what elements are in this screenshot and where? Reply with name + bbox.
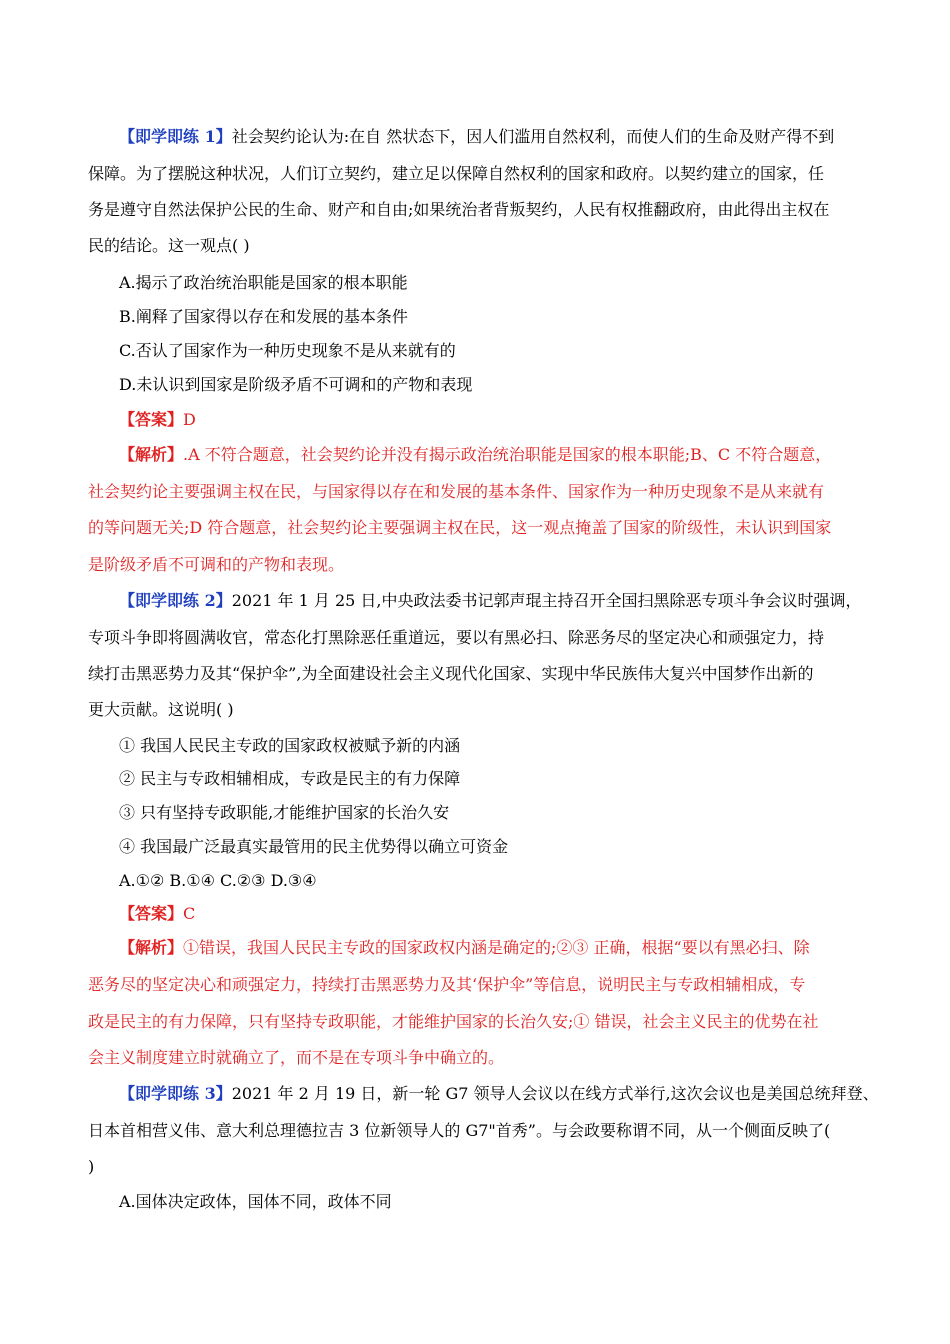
q2-answer: 【答案】C [119,904,196,923]
q1-answer: 【答案】D [119,410,196,429]
q2-answer-value: C [183,904,196,923]
q3-tag: 【即学即练 3】 [119,1084,232,1103]
q1-stem-line-3: 务是遵守自然法保护公民的生命、财产和自由;如果统治者背叛契约，人民有权推翻政府，由此得出主权在 [88,200,830,219]
q1-analysis-line-2: 社会契约论主要强调主权在民，与国家得以存在和发展的基本条件、国家作为一种历史现象不是从来就有 [88,482,825,501]
q2-item-4: ④ 我国最广泛最真实最管用的民主优势得以确立可资金 [119,837,509,856]
q2-tag: 【即学即练 2】 [119,591,232,610]
q1-stem-line-4: 民的结论。这一观点( ) [88,236,250,255]
q1-stem-line-1: 【即学即练 1】社会契约论认为:在自 然状态下，因人们滥用自然权利，而使人们的生命及财产得不到 [119,127,835,146]
q2-analysis-line-3: 政是民主的有力保障，只有坚持专政职能，才能维护国家的长治久安;① 错误，社会主义民主的优势在社 [88,1012,819,1031]
q1-option-d: D.未认识到国家是阶级矛盾不可调和的产物和表现 [119,375,473,394]
q2-stem-line-3: 续打击黑恶势力及其“保护伞”,为全面建设社会主义现代化国家、实现中华民族伟大复兴中国梦作出新的 [88,664,814,683]
q2-analysis-line-2: 恶务尽的坚定决心和顽强定力，持续打击黑恶势力及其‘保护伞”等信息，说明民主与专政相辅相成，专 [88,975,806,994]
q1-option-b: B.阐释了国家得以存在和发展的基本条件 [119,307,408,326]
q1-analysis-line-4: 是阶级矛盾不可调和的产物和表现。 [88,555,345,574]
q1-tag: 【即学即练 1】 [119,127,232,146]
q3-stem-line-3: ) [88,1157,95,1176]
q1-analysis-line-3: 的等问题无关;D 符合题意，社会契约论主要强调主权在民，这一观点掩盖了国家的阶级性，未认识到国家 [88,518,832,537]
q3-option-a: A.国体决定政体，国体不同，政体不同 [119,1192,392,1211]
q1-option-a: A.揭示了政治统治职能是国家的根本职能 [119,273,408,292]
q2-choices: A.①② B.①④ C.②③ D.③④ [119,871,317,890]
q1-analysis-line-1: 【解析】.A 不符合题意，社会契约论并没有揭示政治统治职能是国家的根本职能;B、C 不符合题意， [119,445,832,464]
q2-item-2: ② 民主与专政相辅相成，专政是民主的有力保障 [119,769,461,788]
q1-answer-value: D [183,410,196,429]
q2-item-3: ③ 只有坚持专政职能,才能维护国家的长治久安 [119,803,450,822]
q3-stem-line-1: 【即学即练 3】2021 年 2 月 19 日，新一轮 G7 领导人会议以在线方式举行,这次会议也是美国总统拜登、 [119,1084,879,1103]
q1-stem-line-2: 保障。为了摆脱这种状况，人们订立契约，建立足以保障自然权利的国家和政府。以契约建立的国家，任 [88,164,825,183]
q1-option-c: C.否认了国家作为一种历史现象不是从来就有的 [119,341,456,360]
q2-analysis-line-1: 【解析】①错误，我国人民民主专政的国家政权内涵是确定的;②③ 正确，根据“要以有黑必扫、除 [119,938,810,957]
q2-item-1: ① 我国人民民主专政的国家政权被赋予新的内涵 [119,736,461,755]
q2-stem-line-2: 专项斗争即将圆满收官，常态化打黑除恶任重道远，要以有黑必扫、除恶务尽的坚定决心和顽强定力，持 [88,628,825,647]
q2-stem-line-1: 【即学即练 2】2021 年 1 月 25 日,中央政法委书记郭声琨主持召开全国扫黑除恶专项斗争会议时强调， [119,591,862,610]
q3-stem-line-2: 日本首相营义伟、意大利总理德拉吉 3 位新领导人的 G7"首秀”。与会政要称谓不同，从一个侧面反映了( [88,1121,831,1140]
q2-analysis-line-4: 会主义制度建立时就确立了，而不是在专项斗争中确立的。 [88,1048,505,1067]
q2-stem-line-4: 更大贡献。这说明( ) [88,700,234,719]
